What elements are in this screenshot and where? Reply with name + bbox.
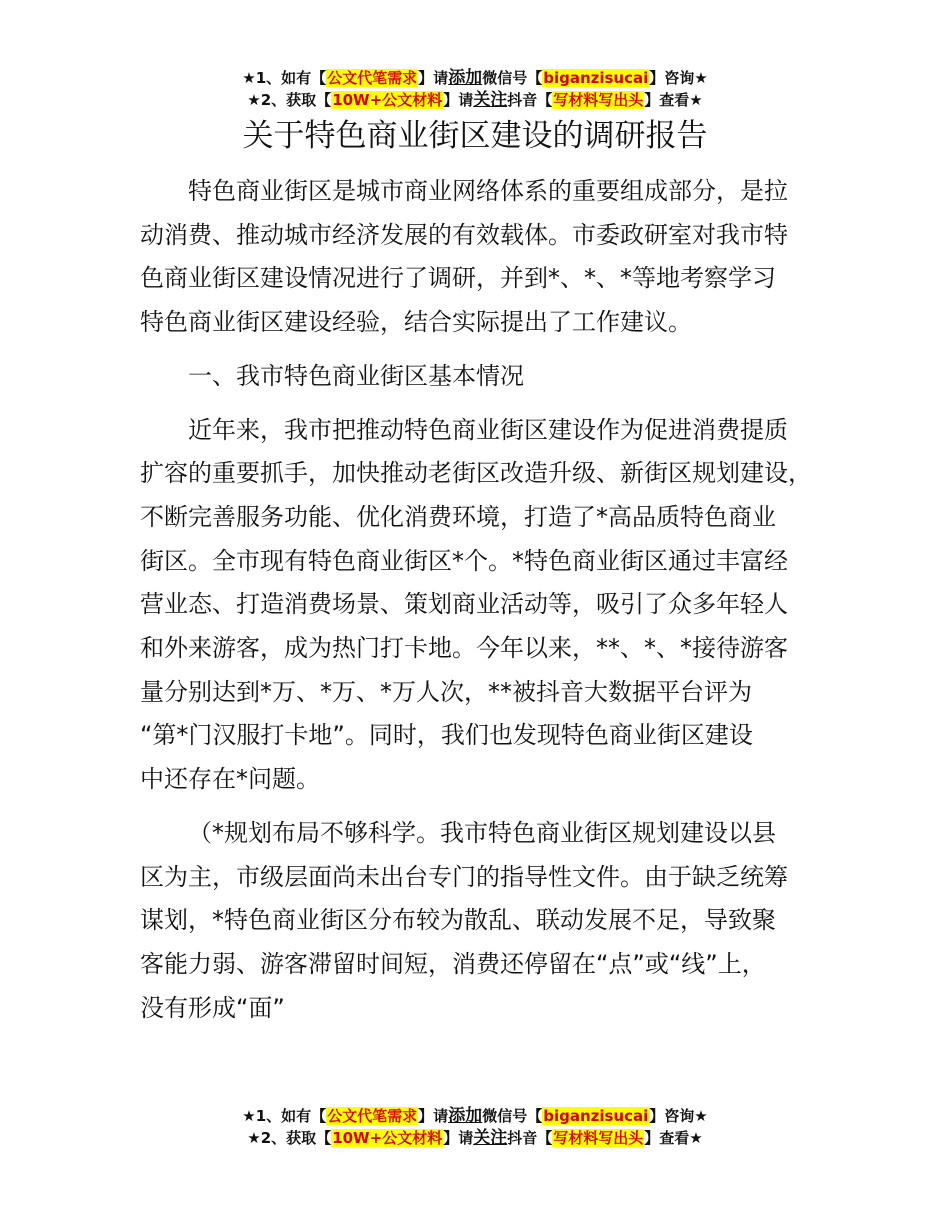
document-title: 关于特色商业街区建设的调研报告 bbox=[242, 118, 708, 154]
text-line: 谋划，*特色商业街区分布较为散乱、联动发展不足，导致聚 bbox=[140, 906, 776, 935]
paragraph-issue-1 bbox=[140, 812, 830, 1031]
promo-text: ★2、获取【 bbox=[247, 91, 332, 109]
paragraph-intro bbox=[140, 170, 830, 345]
promo-text: 抖音【 bbox=[507, 91, 553, 109]
text-line: 营业态、打造消费场景、策划商业活动等，吸引了众多年轻人 bbox=[140, 590, 788, 619]
text-line: 区为主，市级层面尚未出台专门的指导性文件。由于缺乏统筹 bbox=[140, 862, 788, 891]
promo-underline: 关注 bbox=[473, 1128, 508, 1148]
promo-wechat-id: biganzisucai bbox=[543, 1107, 649, 1125]
promo-text: 】查看★ bbox=[644, 1129, 703, 1147]
promo-underline: 关注 bbox=[473, 90, 508, 110]
text-line: 一、我市特色商业街区基本情况 bbox=[188, 361, 524, 390]
promo-text: 】请 bbox=[443, 91, 474, 109]
header-promo bbox=[0, 67, 950, 111]
promo-text: 】查看★ bbox=[644, 91, 703, 109]
promo-text: ★1、如有【 bbox=[242, 69, 327, 87]
header-promo-line-2 bbox=[0, 89, 950, 111]
promo-text: ★1、如有【 bbox=[242, 1107, 327, 1125]
text-line: 没有形成“面” bbox=[140, 993, 285, 1022]
text-line: 量分别达到*万、*万、*万人次，**被抖音大数据平台评为 bbox=[140, 677, 752, 706]
footer-promo-line-1 bbox=[0, 1105, 950, 1127]
promo-highlight: 公文代笔需求 bbox=[327, 69, 418, 87]
text-line: 特色商业街区建设经验，结合实际提出了工作建议。 bbox=[140, 308, 692, 337]
paragraph-overview bbox=[140, 409, 830, 802]
promo-text: 】请 bbox=[418, 69, 449, 87]
text-line: 近年来，我市把推动特色商业街区建设作为促进消费提质 bbox=[188, 415, 788, 444]
document-body bbox=[140, 170, 830, 1030]
promo-text: 微信号【 bbox=[482, 1107, 543, 1125]
promo-highlight: 10W+公文材料 bbox=[332, 91, 443, 109]
promo-underline: 添加 bbox=[448, 68, 483, 88]
text-line: 扩容的重要抓手，加快推动老街区改造升级、新街区规划建设， bbox=[140, 459, 812, 488]
text-line: 特色商业街区是城市商业网络体系的重要组成部分，是拉 bbox=[188, 177, 788, 205]
text-line: 客能力弱、游客滞留时间短，消费还停留在“点”或“线”上， bbox=[140, 949, 766, 978]
text-line: 中还存在*问题。 bbox=[140, 765, 320, 794]
text-line: 动消费、推动城市经济发展的有效载体。市委政研室对我市特 bbox=[140, 220, 788, 249]
promo-highlight: 10W+公文材料 bbox=[332, 1129, 443, 1147]
text-line: （*规划布局不够科学。我市特色商业街区规划建设以县 bbox=[188, 818, 776, 847]
footer-promo bbox=[0, 1105, 950, 1149]
promo-text: 】咨询★ bbox=[649, 1107, 708, 1125]
promo-text: ★2、获取【 bbox=[247, 1129, 332, 1147]
promo-text: 】咨询★ bbox=[649, 69, 708, 87]
text-line: 不断完善服务功能、优化消费环境，打造了*高品质特色商业 bbox=[140, 502, 776, 531]
promo-text: 抖音【 bbox=[507, 1129, 553, 1147]
promo-text: 】请 bbox=[443, 1129, 474, 1147]
text-line: “第*门汉服打卡地”。同时，我们也发现特色商业街区建设 bbox=[140, 721, 753, 750]
text-line: 色商业街区建设情况进行了调研，并到*、*、*等地考察学习 bbox=[140, 264, 776, 293]
text-line: 街区。全市现有特色商业街区*个。*特色商业街区通过丰富经 bbox=[140, 546, 788, 575]
footer-promo-line-2 bbox=[0, 1127, 950, 1149]
header-promo-line-1 bbox=[0, 67, 950, 89]
promo-wechat-id: biganzisucai bbox=[543, 69, 649, 87]
promo-text: 微信号【 bbox=[482, 69, 543, 87]
promo-highlight: 公文代笔需求 bbox=[327, 1107, 418, 1125]
text-line: 和外来游客，成为热门打卡地。今年以来，**、*、*接待游客 bbox=[140, 634, 788, 663]
section-heading bbox=[140, 355, 830, 399]
promo-text: 】请 bbox=[418, 1107, 449, 1125]
promo-douyin-account: 写材料写出头 bbox=[553, 1129, 644, 1147]
promo-douyin-account: 写材料写出头 bbox=[553, 91, 644, 109]
promo-underline: 添加 bbox=[448, 1106, 483, 1126]
